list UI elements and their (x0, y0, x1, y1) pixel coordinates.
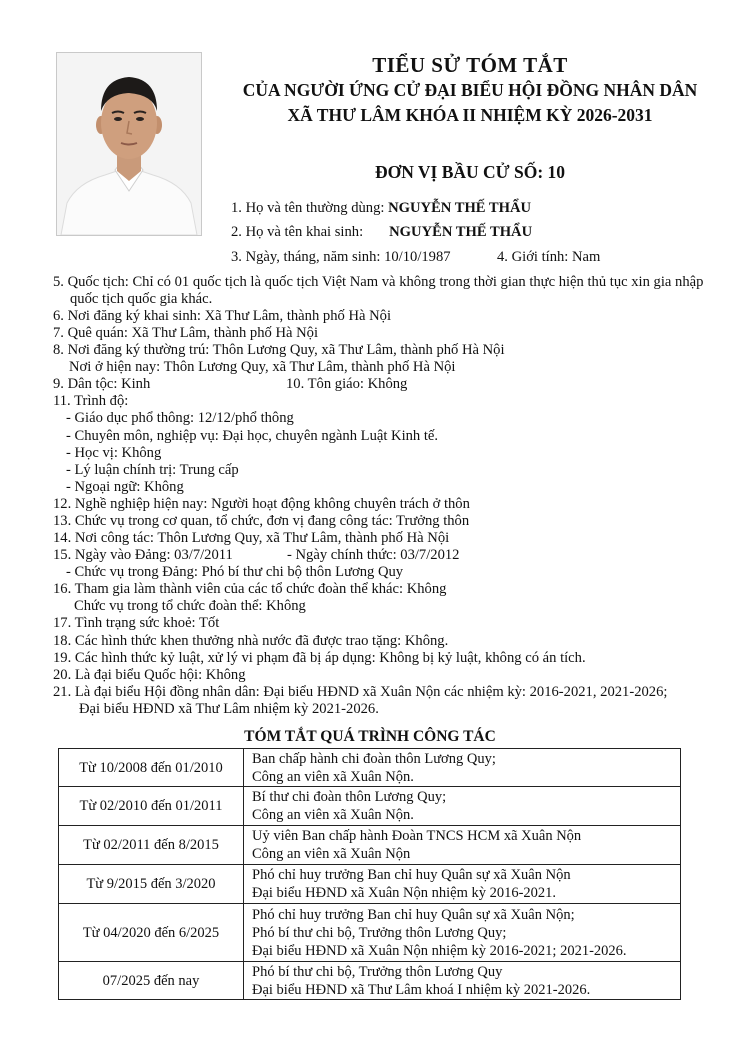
document-subtitle: CỦA NGƯỜI ỨNG CỬ ĐẠI BIỂU HỘI ĐỒNG NHÂN DÂN (242, 80, 698, 100)
party-position: - Chức vụ trong Đảng: Phó bí thư chi bộ thôn Lương Quy (66, 564, 404, 580)
description-line: Uỷ viên Ban chấp hành Đoàn TNCS HCM xã Xuân Nộn (252, 828, 582, 844)
council-delegate-line2: Đại biểu HĐND xã Thư Lâm nhiệm kỳ 2021-2026. (79, 701, 379, 717)
document-title: TIỂU SỬ TÓM TẮT (372, 53, 568, 77)
party-official-date: - Ngày chính thức: 03/7/2012 (287, 547, 460, 563)
document-subtitle-term: XÃ THƯ LÂM KHÓA II NHIỆM KỲ 2026-2031 (287, 105, 653, 125)
birth-name-row (231, 224, 532, 241)
occupation: 12. Nghề nghiệp hiện nay: Người hoạt động không chuyên trách ở thôn (53, 496, 470, 512)
health-status: 17. Tình trạng sức khoẻ: Tốt (53, 615, 220, 631)
description-line: Công an viên xã Xuân Nộn (252, 846, 411, 862)
na-delegate: 20. Là đại biểu Quốc hội: Không (53, 667, 246, 683)
description-line: Phó bí thư chi bộ, Trưởng thôn Lương Quy; (252, 924, 507, 941)
common-name-label: 1. Họ và tên thường dùng: (231, 200, 389, 216)
description-cell (244, 865, 681, 904)
electoral-district: ĐƠN VỊ BẦU CỬ SỐ: 10 (374, 162, 566, 182)
birth-name-label: 2. Họ và tên khai sinh: (231, 224, 364, 240)
work-history-title: TÓM TẮT QUÁ TRÌNH CÔNG TÁC (244, 728, 496, 745)
ethnicity: 9. Dân tộc: Kinh (53, 376, 151, 392)
description-cell (244, 826, 681, 865)
org-position: Chức vụ trong tổ chức đoàn thể: Không (74, 598, 306, 614)
current-residence: Nơi ở hiện nay: Thôn Lương Quy, xã Thư Lâm, thành phố Hà Nội (69, 359, 456, 375)
table-row (59, 749, 681, 787)
description-line: Phó bí thư chi bộ, Trưởng thôn Lương Quy (252, 963, 503, 980)
foreign-language: - Ngoại ngữ: Không (66, 479, 184, 495)
description-line: Công an viên xã Xuân Nộn. (252, 807, 414, 823)
org-membership: 16. Tham gia làm thành viên của các tổ chức đoàn thể khác: Không (53, 581, 447, 597)
table-row (59, 904, 681, 962)
table-row (59, 962, 681, 1000)
description-cell (244, 749, 681, 787)
discipline: 19. Các hình thức kỷ luật, xử lý vi phạm đã bị áp dụng: Không bị kỷ luật, không có án tích. (53, 650, 586, 666)
period-cell: Từ 04/2020 đến 6/2025 (59, 904, 244, 962)
description-line: Bí thư chi đoàn thôn Lương Quy; (252, 789, 447, 805)
description-line: Phó chỉ huy trưởng Ban chỉ huy Quân sự xã Xuân Nộn; (252, 906, 575, 923)
common-name-row (231, 200, 531, 217)
political-theory: - Lý luận chính trị: Trung cấp (66, 462, 239, 478)
religion: 10. Tôn giáo: Không (286, 376, 408, 392)
specialization: - Chuyên môn, nghiệp vụ: Đại học, chuyên ngành Luật Kinh tế. (66, 428, 439, 444)
description-line: Ban chấp hành chi đoàn thôn Lương Quy; (252, 750, 496, 767)
party-join-date: 15. Ngày vào Đảng: 03/7/2011 (53, 547, 233, 563)
period-cell: Từ 10/2008 đến 01/2010 (59, 749, 244, 787)
gender: 4. Giới tính: Nam (497, 249, 601, 265)
work-history-table (58, 748, 681, 1000)
period-cell: Từ 02/2010 đến 01/2011 (59, 787, 244, 826)
description-line: Đại biểu HĐND xã Xuân Nộn nhiệm kỳ 2016-2021. (252, 885, 557, 901)
council-delegate-line1: 21. Là đại biểu Hội đồng nhân dân: Đại biểu HĐND xã Xuân Nộn các nhiệm kỳ: 2016-2021, 2021-2026; (53, 684, 668, 700)
description-line: Đại biểu HĐND xã Xuân Nộn nhiệm kỳ 2016-2021; 2021-2026. (252, 942, 627, 959)
candidate-photo (56, 52, 202, 236)
table-row (59, 865, 681, 904)
description-cell (244, 962, 681, 1000)
nationality-line1: 5. Quốc tịch: Chỉ có 01 quốc tịch là quốc tịch Việt Nam và không trong thời gian thực hiện thủ tục xin gia nhập (53, 274, 704, 290)
nationality-line2: quốc tịch quốc gia khác. (70, 291, 213, 307)
common-name-value: NGUYỄN THẾ THẨU (388, 200, 532, 216)
description-cell (244, 904, 681, 962)
workplace: 14. Nơi công tác: Thôn Lương Quy, xã Thư Lâm, thành phố Hà Nội (53, 530, 450, 546)
description-line: Đại biểu HĐND xã Thư Lâm khoá I nhiệm kỳ 2021-2026. (252, 981, 591, 998)
period-cell: Từ 9/2015 đến 3/2020 (59, 865, 244, 904)
description-line: Công an viên xã Xuân Nộn. (252, 768, 414, 785)
hometown: 7. Quê quán: Xã Thư Lâm, thành phố Hà Nội (53, 325, 319, 341)
general-education: - Giáo dục phổ thông: 12/12/phổ thông (66, 410, 294, 426)
dob: 3. Ngày, tháng, năm sinh: 10/10/1987 (231, 249, 451, 265)
permanent-residence: 8. Nơi đăng ký thường trú: Thôn Lương Quy, xã Thư Lâm, thành phố Hà Nội (53, 342, 505, 358)
period-cell: Từ 02/2011 đến 8/2015 (59, 826, 244, 865)
education-heading: 11. Trình độ: (53, 393, 129, 409)
degree: - Học vị: Không (66, 445, 162, 461)
table-row (59, 826, 681, 865)
period-cell: 07/2025 đến nay (59, 962, 244, 1000)
current-position: 13. Chức vụ trong cơ quan, tổ chức, đơn vị đang công tác: Trưởng thôn (53, 513, 470, 529)
description-cell (244, 787, 681, 826)
table-row (59, 787, 681, 826)
birth-registration: 6. Nơi đăng ký khai sinh: Xã Thư Lâm, thành phố Hà Nội (53, 308, 391, 324)
title-block (200, 52, 740, 184)
description-line: Phó chỉ huy trưởng Ban chỉ huy Quân sự xã Xuân Nộn (252, 867, 571, 883)
birth-name-value: NGUYỄN THẾ THẨU (389, 224, 533, 240)
awards: 18. Các hình thức khen thưởng nhà nước đã được trao tặng: Không. (53, 633, 449, 649)
